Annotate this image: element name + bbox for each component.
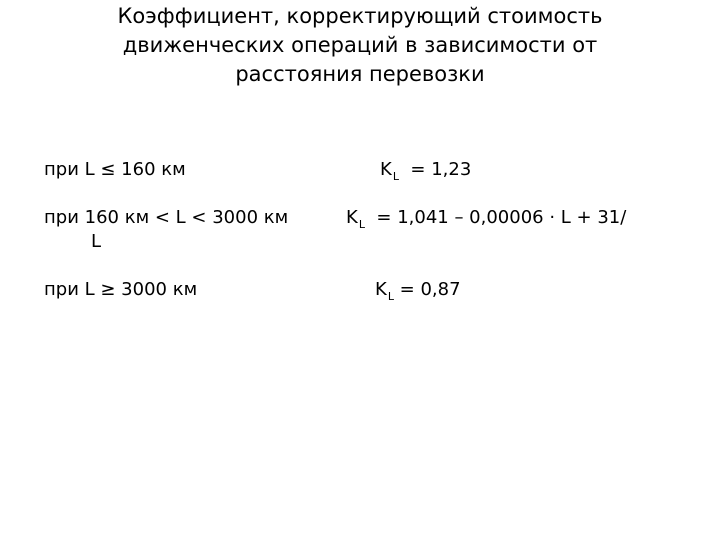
formula-value: = 1,041 – 0,00006 · L + 31/ xyxy=(364,207,627,228)
formula-symbol: K xyxy=(375,279,387,300)
formula-row-3 xyxy=(375,278,461,304)
formula-subscript: L xyxy=(358,218,365,231)
formula-value: = 1,23 xyxy=(398,159,472,180)
slide-title xyxy=(60,2,660,89)
condition-row-3: при L ≥ 3000 км xyxy=(44,279,198,300)
condition-row-2-continuation: L xyxy=(91,231,102,252)
formula-symbol: K xyxy=(346,207,358,228)
title-line-2: движенческих операций в зависимости от xyxy=(122,33,598,57)
formula-row-2 xyxy=(346,206,626,232)
title-line-3: расстояния перевозки xyxy=(235,62,485,86)
title-line-1: Коэффициент, корректирующий стоимость xyxy=(117,4,603,28)
formula-symbol: K xyxy=(380,159,392,180)
formula-value: = 0,87 xyxy=(393,279,461,300)
formula-subscript: L xyxy=(387,290,394,303)
condition-row-2: при 160 км < L < 3000 км xyxy=(44,207,289,228)
formula-row-1 xyxy=(380,158,471,184)
condition-row-1: при L ≤ 160 км xyxy=(44,159,186,180)
formula-subscript: L xyxy=(392,170,399,183)
